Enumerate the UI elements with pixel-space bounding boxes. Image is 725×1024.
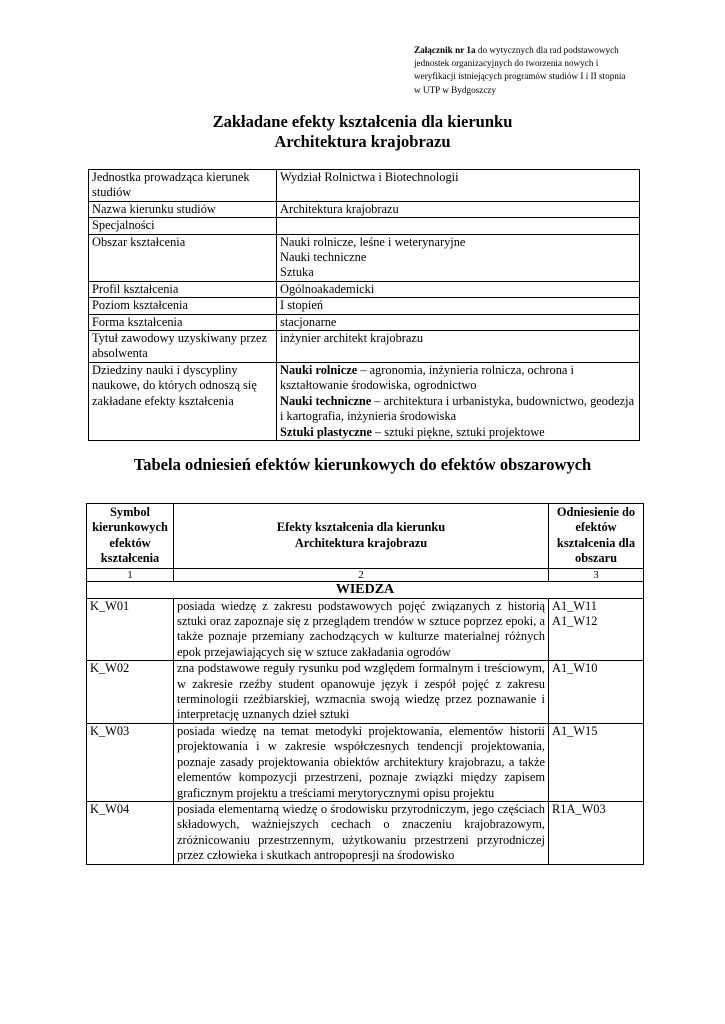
effect-description: posiada wiedzę na temat metodyki projektowania, elementów historii projektowania i w zakresie współczesnych tendencji projektowania, poznaje zasady projektowania obiektów architektury krajobrazu, a także elementów kompozycji przestrzeni, poznaje związki między zapisem graficznym projektu a treściami merytorycznymi opisu projektu — [174, 723, 549, 801]
program-info-table — [88, 169, 640, 441]
column-number: 2 — [174, 568, 549, 581]
effects-table — [86, 503, 644, 865]
table-row — [89, 362, 640, 440]
effect-description: zna podstawowe reguły rysunku pod względem formalnym i treściowym, w zakresie rzeźby student opanowuje język i zespół pojęć z zakresu terminologii rzeźbiarskiej, wzmacnia swoją wiedzę przez poznawanie i interpretację uznanych dzieł sztuki — [174, 661, 549, 724]
effect-description: posiada elementarną wiedzę o środowisku przyrodniczym, jego częściach składowych, ważniejszych cechach o znaczeniu krajobrazowym, zróżnicowaniu przestrzennym, użytkowaniu przestrzeni przyrodniczej przez człowieka i skutkach antropopresji na środowisko — [174, 801, 549, 864]
table-row — [89, 234, 640, 281]
unit-value: Wydział Rolnictwa i Biotechnologii — [277, 170, 640, 202]
page-title: Zakładane efekty kształcenia dla kierunku Architektura krajobrazu — [212, 112, 513, 151]
effect-symbol: K_W03 — [87, 723, 174, 801]
column-number: 3 — [549, 568, 644, 581]
degree-title-label: Tytuł zawodowy uzyskiwany przez absolwenta — [89, 331, 277, 363]
area-label: Obszar kształcenia — [89, 234, 277, 281]
form-label: Forma kształcenia — [89, 314, 277, 330]
section-title: Tabela odniesień efektów kierunkowych do efektów obszarowych — [133, 455, 592, 474]
name-value: Architektura krajobrazu — [277, 201, 640, 217]
attachment-note: Załącznik nr 1a do wytycznych dla rad podstawowych jednostek organizacyjnych do tworzenia nowych i weryfikacji istniejących programów studiów I i II stopnia w UTP w Bydgoszczy — [414, 45, 626, 95]
effect-description: posiada wiedzę z zakresu podstawowych pojęć związanych z historią sztuki oraz zapoznaje się z przeglądem trendów w sztuce poprzez epoki, a także poznaje przemiany zachodzących w kulturze materialnej różnych epok przejawiających się w sztuce zakładania ogrodów — [174, 598, 549, 661]
table-row — [87, 723, 644, 801]
effect-reference: R1A_W03 — [549, 801, 644, 864]
section-row — [87, 581, 644, 598]
level-label: Poziom kształcenia — [89, 298, 277, 314]
effect-symbol: K_W01 — [87, 598, 174, 661]
effect-symbol: K_W04 — [87, 801, 174, 864]
table-header-row — [87, 504, 644, 569]
column-numbers-row — [87, 568, 644, 581]
effects-header: Efekty kształcenia dla kierunku Architektura krajobrazu — [174, 504, 549, 569]
area-value: Nauki rolnicze, leśne i weterynaryjne Nauki techniczne Sztuka — [277, 234, 640, 281]
table-row — [87, 801, 644, 864]
table-row — [89, 298, 640, 314]
table-row — [89, 218, 640, 234]
profile-label: Profil kształcenia — [89, 281, 277, 297]
table-row — [89, 201, 640, 217]
section-heading: WIEDZA — [87, 581, 644, 598]
symbol-header: Symbol kierunkowych efektów kształcenia — [87, 504, 174, 569]
table-row — [87, 661, 644, 724]
effect-reference: A1_W11 A1_W12 — [549, 598, 644, 661]
column-number: 1 — [87, 568, 174, 581]
name-label: Nazwa kierunku studiów — [89, 201, 277, 217]
reference-header: Odniesienie do efektów kształcenia dla obszaru — [549, 504, 644, 569]
disciplines-value: Nauki rolnicze – agronomia, inżynieria rolnicza, ochrona i kształtowanie środowiska, ogrodnictwo Nauki techniczne – architektura i urbanistyka, budownictwo, geodezja i kartografia, inżynieria środowiska Sztuki plastyczne – sztuki piękne, sztuki projektowe — [277, 362, 640, 440]
degree-title-value: inżynier architekt krajobrazu — [277, 331, 640, 363]
disciplines-label: Dziedziny nauki i dyscypliny naukowe, do których odnoszą się zakładane efekty kształcenia — [89, 362, 277, 440]
profile-value: Ogólnoakademicki — [277, 281, 640, 297]
effect-reference: A1_W15 — [549, 723, 644, 801]
table-row — [89, 314, 640, 330]
table-row — [87, 598, 644, 661]
attachment-number: Załącznik nr 1a — [414, 45, 476, 55]
form-value: stacjonarne — [277, 314, 640, 330]
table-row — [89, 331, 640, 363]
level-value: I stopień — [277, 298, 640, 314]
effect-reference: A1_W10 — [549, 661, 644, 724]
table-row — [89, 170, 640, 202]
effect-symbol: K_W02 — [87, 661, 174, 724]
table-row — [89, 281, 640, 297]
specialization-value — [277, 218, 640, 234]
unit-label: Jednostka prowadząca kierunek studiów — [89, 170, 277, 202]
specialization-label: Specjalności — [89, 218, 277, 234]
